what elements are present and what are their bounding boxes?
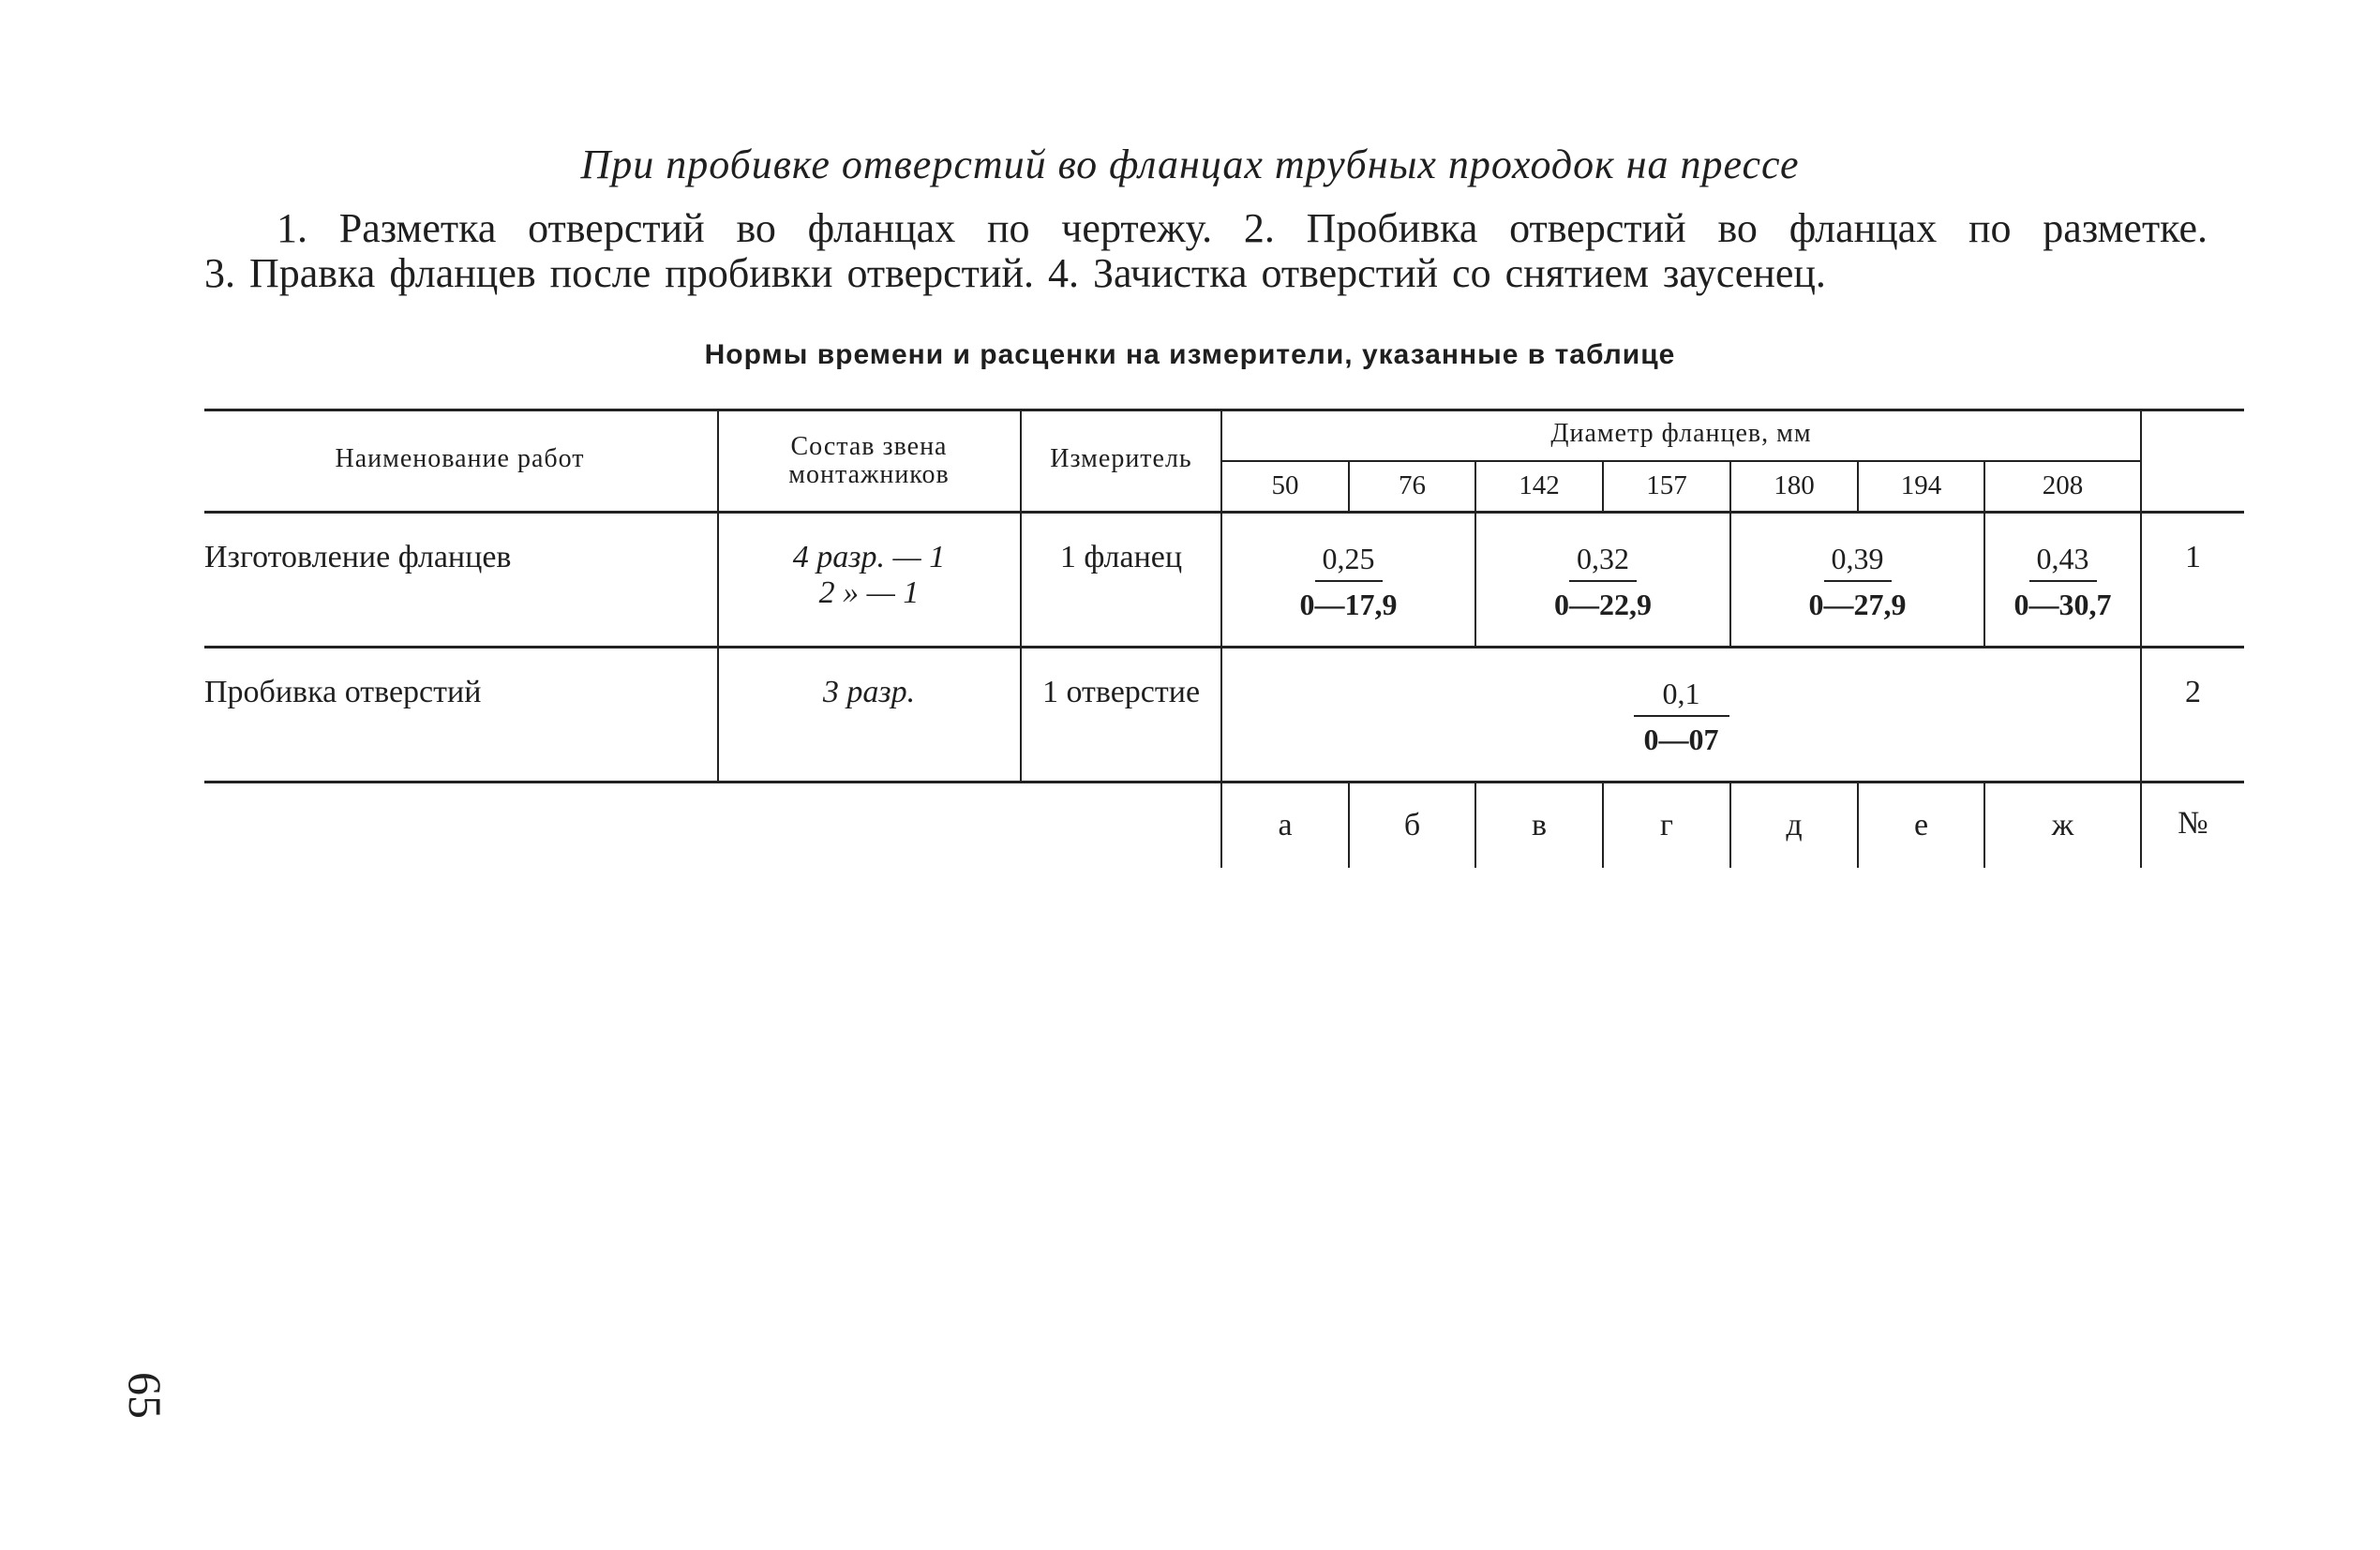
- header-work-name: Наименование работ: [335, 444, 585, 473]
- row-1-number: 1: [2185, 540, 2201, 574]
- row-1-value-208: [1985, 542, 2140, 622]
- row-1-work: Изготовление фланцев: [204, 540, 512, 574]
- header-crew-line-2: монтажников: [788, 460, 950, 489]
- diameter-157: 157: [1646, 470, 1687, 500]
- section-heading: При пробивке отверстий во фланцах трубных проходок на прессе: [580, 142, 1800, 187]
- column-letter: б: [1403, 808, 1421, 842]
- row-1-value-180-194: [1731, 542, 1983, 622]
- work-description-line-2: 3. Правка фланцев после пробивки отверстий. 4. Зачистка отверстий со снятием заусенец.: [204, 250, 1826, 296]
- row-1-crew-line-1: 4 разр. — 1: [792, 540, 946, 574]
- row-2-value-all-diameters: [1222, 677, 2140, 757]
- column-letter: в: [1531, 808, 1548, 842]
- norm-time: 0,25: [1315, 542, 1383, 582]
- norm-time: 0,43: [2029, 542, 2097, 582]
- row-2-work: Пробивка отверстий: [204, 675, 482, 709]
- header-crew-line-1: Состав звена: [790, 432, 948, 461]
- diameter-194: 194: [1900, 470, 1942, 500]
- row-1-crew-line-2: 2 » — 1: [818, 575, 920, 610]
- price: 0—27,9: [1808, 588, 1907, 621]
- row-2-crew: 3 разр.: [822, 675, 916, 709]
- row-1-unit: 1 фланец: [1059, 540, 1183, 574]
- col-divider: [2140, 409, 2142, 868]
- column-letter: а: [1278, 808, 1293, 842]
- diameter-subheader-rule: [1221, 460, 2142, 462]
- norm-time: 0,39: [1824, 542, 1892, 582]
- diameter-180: 180: [1774, 470, 1815, 500]
- column-letter: д: [1786, 808, 1803, 842]
- number-symbol: №: [2178, 806, 2208, 841]
- diameter-208: 208: [2042, 470, 2084, 500]
- diameter-76: 76: [1399, 470, 1426, 500]
- column-letter: ж: [2051, 808, 2074, 842]
- table-top-rule: [204, 409, 2244, 411]
- table-title: Нормы времени и расценки на измерители, указанные в таблице: [704, 339, 1676, 370]
- row-2-number: 2: [2185, 675, 2201, 709]
- row-1-value-50-76: [1222, 542, 1474, 622]
- work-description-line-1: 1. Разметка отверстий во фланцах по чертежу. 2. Пробивка отверстий во фланцах по разметке.: [277, 205, 2208, 251]
- header-diameter: Диаметр фланцев, мм: [1550, 419, 1812, 448]
- header-bottom-rule: [204, 511, 2244, 514]
- row-1-value-142-157: [1476, 542, 1729, 622]
- price: 0—22,9: [1554, 588, 1652, 621]
- price: 0—30,7: [2013, 588, 2112, 621]
- header-unit: Измеритель: [1050, 444, 1192, 473]
- page-number: 65: [119, 1372, 172, 1419]
- row-1-bottom-rule: [204, 646, 2244, 648]
- price: 0—07: [1643, 723, 1719, 756]
- column-letter: г: [1660, 808, 1673, 842]
- norm-time: 0,1: [1634, 677, 1729, 717]
- column-letter: е: [1913, 808, 1929, 842]
- norm-time: 0,32: [1569, 542, 1637, 582]
- price: 0—17,9: [1299, 588, 1398, 621]
- table-bottom-rule: [204, 781, 2244, 783]
- diameter-142: 142: [1519, 470, 1560, 500]
- row-2-unit: 1 отверстие: [1041, 675, 1201, 709]
- diameter-50: 50: [1271, 470, 1299, 500]
